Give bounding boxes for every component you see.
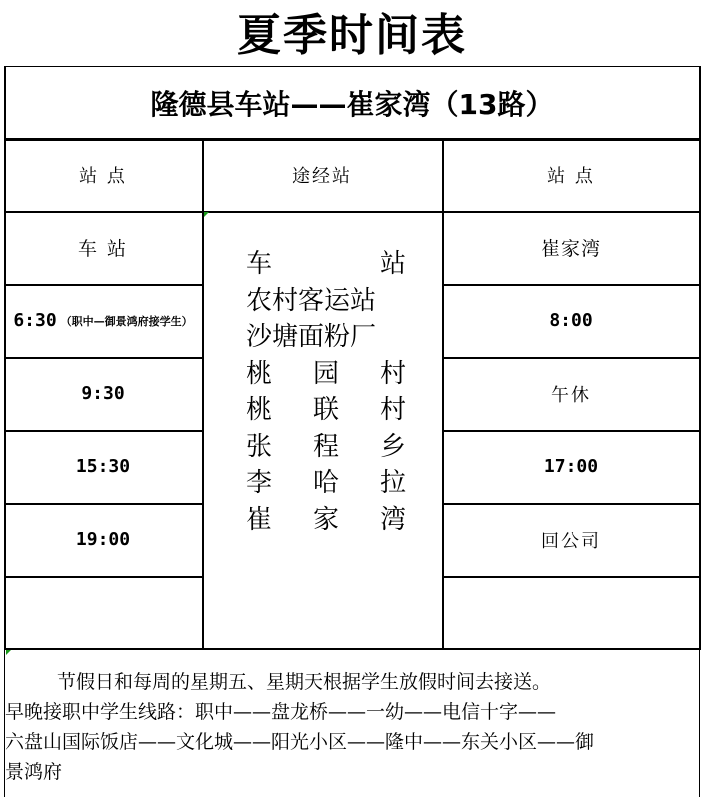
grid-line [4,648,700,650]
via-stop-text: 村 [379,358,406,389]
via-stop-text: 张 [246,431,273,462]
via-stop [246,429,406,466]
left-empty-cell [4,576,202,648]
right-empty-cell [442,576,700,648]
grid-line [4,284,202,286]
route-note-line: 六盘山国际饭店——文化城——阳光小区——隆中——东关小区——御 [5,731,595,753]
via-stop [246,283,406,320]
via-stop [246,246,406,283]
return-time: 午休 [551,384,591,406]
route-note-line: 景鸿府 [5,761,63,783]
grid-line [4,576,202,578]
via-stop-text: 园 [312,358,339,389]
via-stop-text: 桃 [246,395,273,425]
return-time: 17:00 [543,456,599,477]
grid-line [442,430,700,432]
route-note-line: 早晚接职中学生线路：职中——盘龙桥——一幼——电信十字—— [5,701,557,723]
via-stop-text: 乡 [379,431,406,462]
via-stop-text: 村 [379,395,406,425]
grid-line [4,211,700,213]
holiday-note: 节假日和每周的星期五、星期天根据学生放假时间去接送。 [57,671,552,693]
grid-line [442,576,700,578]
grid-line [442,357,700,359]
via-stop [246,319,406,356]
via-stop-text: 沙塘面粉厂 [246,322,377,352]
left-time-row [4,284,202,357]
via-stop-text: 联 [312,395,339,425]
grid-line [442,503,700,505]
via-stop-text: 程 [312,431,339,462]
grid-line [4,503,202,505]
via-stops-list [246,246,406,538]
header-via-stops: 途经站 [292,166,352,187]
page-title: 夏季时间表 [237,10,467,61]
via-stop [246,356,406,393]
via-stop-text: 桃 [246,358,273,389]
header-left-stop: 站 点 [79,166,127,187]
via-stop-text: 车 [246,249,273,279]
departure-time: 19:00 [75,529,131,550]
return-time: 8:00 [549,310,593,331]
via-stop-text: 崔 [246,504,273,535]
grid-line [4,139,700,141]
via-stop-text: 家 [312,504,339,535]
route-title: 隆德县车站——崔家湾（13路） [4,66,700,139]
return-time: 回公司 [541,530,601,552]
grid-line [442,139,444,650]
via-stops-column [202,211,442,648]
departure-time: 6:30 [13,310,57,331]
header-right-stop: 站 点 [547,166,595,187]
via-stop [246,465,406,502]
left-origin-station: 车 站 [77,238,129,260]
cell-marker [204,212,209,217]
via-stop [246,392,406,429]
departure-time: 9:30 [81,383,125,404]
via-stop-text: 哈 [312,468,339,498]
departure-time: 15:30 [75,456,131,477]
via-stop-text: 拉 [379,468,406,498]
via-stop-text: 湾 [379,504,406,535]
via-stop-text: 站 [379,249,406,279]
grid-line [442,284,700,286]
cell-marker [6,650,11,655]
via-stop-text: 李 [246,468,273,498]
via-stop [246,502,406,539]
via-stop-text: 农村客运站 [246,285,377,316]
grid-line [4,430,202,432]
grid-line [4,357,202,359]
departure-note: （职中—御景鸿府接学生） [60,314,193,328]
notes-section [4,650,700,797]
right-terminal-station: 崔家湾 [540,238,601,260]
